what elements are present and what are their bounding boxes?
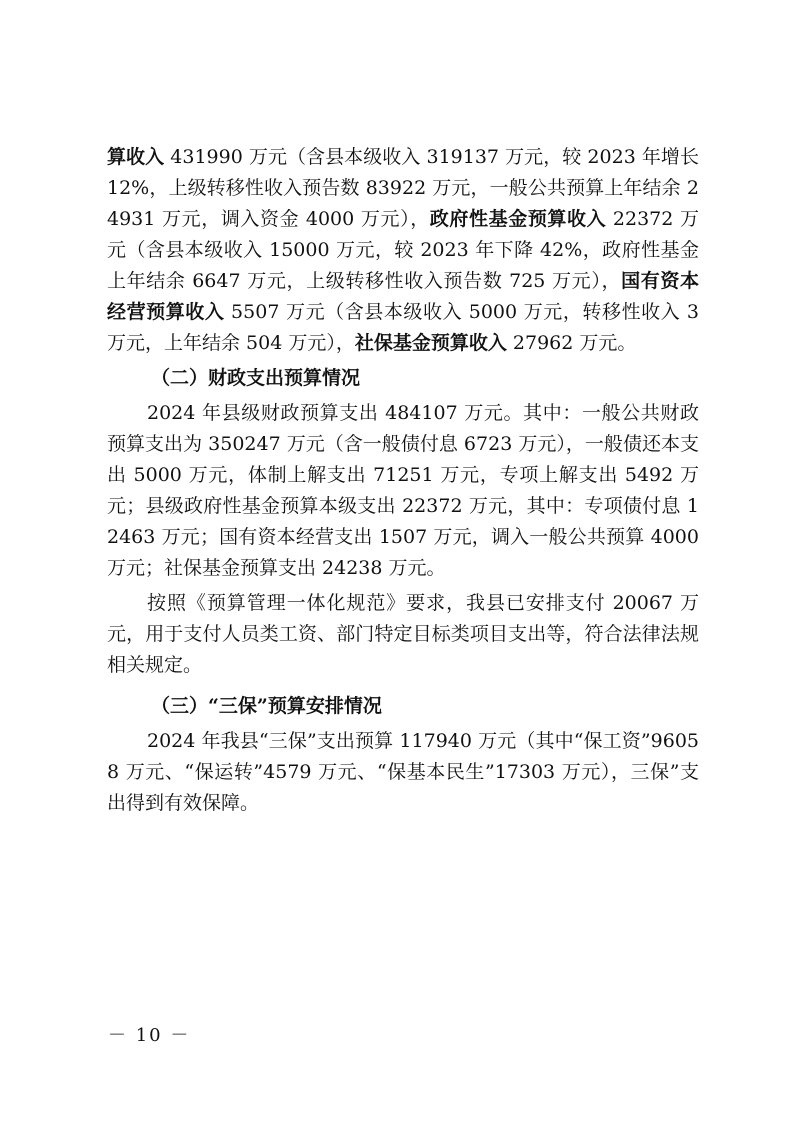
paragraph-payment: 按照《预算管理一体化规范》要求，我县已安排支付 20067 万元，用于支付人员类工资、部门特定目标类项目支出等，符合法律法规相关规定。 (107, 592, 699, 676)
text-government-fund-revenue: 22372 万元（含县本级收入 15000 万元，较 2023 年下降 42%，政府性基金上年结余 6647 万元，上级转移性收入预告数 725 万元）， (107, 208, 699, 292)
paragraph-three-guarantees: 2024 年我县“三保”支出预算 117940 万元（其中“保工资”96058 万元、“保运转”4579 万元、“保基本民生”17303 万元），三保”支出得到有效保障。 (107, 730, 699, 814)
page-number: － 10 － (108, 1025, 191, 1046)
text-state-capital-revenue: 5507 万元（含县本级收入 5000 万元，转移性收入 3 万元，上年结余 504 万元）， (107, 301, 699, 354)
paragraph-revenue (107, 142, 699, 359)
paragraph-expenditure: 2024 年县级财政预算支出 484107 万元。其中：一般公共财政预算支出为 350247 万元（含一般债付息 6723 万元），一般债还本支出 5000 万元，体制上解支出 71251 万元，专项上解支出 5492 万元；县级政府性基金预算本级支出 22372 万元，其中：专项债付息 12463 万元；国有资本经营支出 1507 万元，调入一般公共预算 4000 万元；社保基金预算支出 24238 万元。 (107, 402, 699, 579)
term-general-budget-revenue: 算收入 (107, 146, 165, 168)
spacer (107, 681, 699, 691)
text-social-security-revenue: 27962 万元。 (506, 332, 637, 354)
text-general-budget-revenue: 431990 万元（含县本级收入 319137 万元，较 2023 年增长 12%，上级转移性收入预告数 83922 万元，一般公共预算上年结余 24931 万元，调入资金 4000 万元）， (107, 146, 699, 230)
term-state-capital-revenue: 国有资本经营预算收入 (107, 270, 699, 323)
section-heading-expenditure: （二）财政支出预算情况 (151, 367, 361, 389)
term-social-security-revenue: 社保基金预算收入 (354, 332, 507, 354)
document-body (107, 142, 699, 819)
section-heading-three-guarantees: （三）“三保”预算安排情况 (151, 695, 382, 717)
term-government-fund-revenue: 政府性基金预算收入 (429, 208, 607, 230)
